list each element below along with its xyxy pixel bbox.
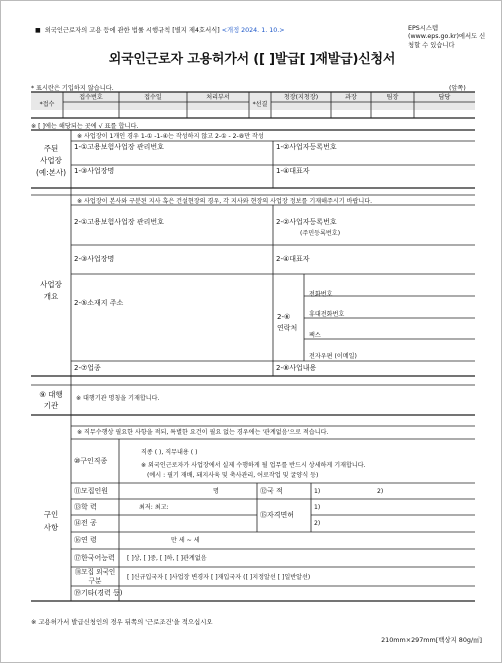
recruit-count-unit[interactable]: 명 [213,488,219,495]
nationality-label: ⑫국 적 [260,487,283,495]
receipt-dept-header: 처리부서 [206,94,230,101]
workplace-business-content[interactable]: 2-⑧사업내용 [276,364,317,372]
contact-fax[interactable]: 팩스 [309,332,321,339]
recruit-instruction: ※ 직무수행상 필요한 사항을 적되, 특별한 요건이 필요 없는 경우에는 '관계없음'으로 적습니다. [77,429,329,436]
workplace-label: 사업장 개요 [40,280,62,301]
job-note-1: ※ 외국인근로자가 사업장에서 실제 수행하게 될 업무를 반드시 상세하게 기재합니다. [141,462,366,469]
contact-mobile[interactable]: 휴대전화번호 [309,311,345,318]
age-label: ⑯연 령 [74,536,97,544]
form-title: 외국인근로자 고용허가서 ([ ]발급[ ]재발급)신청서 [108,52,396,67]
shaded-field-note: * 표시란은 기입하지 않습니다. [31,85,114,92]
paper-spec: 210mm×297mm[백상지 80g/㎡] [381,636,482,644]
approver-header-director: 과장 [345,94,357,101]
job-type-line[interactable]: 직종 ( ), 직무내용 ( ) [141,449,198,456]
age-value[interactable]: 만 세 ~ 세 [171,537,200,544]
main-site-representative[interactable]: 1-④대표자 [276,167,310,175]
license-2[interactable]: 2) [314,520,321,527]
approver-header-manager: 팀장 [386,94,399,101]
recruit-label: 구인 사항 [43,510,59,532]
main-site-name[interactable]: 1-③사업장명 [74,167,115,175]
checkbox-note: ※ [ ]에는 해당되는 곳에 √ 표를 합니다. [31,123,139,130]
contact-email[interactable]: 전자우편 (이메일) [309,353,357,360]
workplace-instruction: ※ 사업장이 본사와 구분된 지사 혹은 건설현장의 경우, 각 지사와 현장의 사업장 정보를 기재해주시기 바랍니다. [77,198,373,205]
agent-label: ⑨ 대행 기관 [39,390,63,410]
main-site-business-reg-no[interactable]: 1-②사업자등록번호 [276,143,337,151]
recruit-count-label: ⑪모집인원 [74,487,109,495]
nationality-1[interactable]: 1) [314,488,321,495]
major-label: ⑭전 공 [74,519,97,527]
korean-label: ⑰한국어능력 [74,554,115,562]
receipt-select-label: *선결 [252,101,268,108]
receipt-date-header: 접수일 [144,94,162,101]
education-label: ⑬학 력 [74,503,97,511]
eps-note: EPS시스템(www.eps.go.kr)에서도 신청할 수 있습니다 [408,25,486,49]
workplace-industry[interactable]: 2-⑦업종 [74,364,101,372]
law-reference: 외국인근로자의 고용 등에 관한 법률 시행규칙 [별지 제4호서식] [44,27,220,34]
foreigner-type-label: ⑱모집 외국인 구분 [74,568,116,585]
header-bullet: ■ [35,27,41,34]
receipt-label: *접수 [39,101,55,108]
etc-label: ⑲기타(경력 등) [74,589,123,597]
nationality-2[interactable]: 2) [377,488,384,495]
footer-note: ※ 고용허가서 발급신청인의 경우 뒤쪽의 '근로조건'을 적으십시오 [31,618,213,626]
workplace-business-reg-no[interactable]: 2-②사업자등록번호 [276,218,337,226]
job-type-label: ⑩구인직종 [74,457,108,465]
main-site-insurance-no[interactable]: 1-①고용보험사업장 관리번호 [74,143,164,151]
workplace-contact-label: 2-⑥ 연락처 [277,313,298,332]
workplace-resident-no: (주민등록번호) [300,230,341,237]
agent-instruction[interactable]: ※ 대행기관 명칭을 기재합니다. [76,395,160,402]
approver-header-chief: 청장(지청장) [283,94,319,101]
main-site-instruction: ※ 사업장이 1개인 경우 1-① -1-④는 작성하지 않고 2-① - 2-⑧만 작성 [77,133,264,140]
korean-options[interactable]: [ ]상, [ ]중, [ ]하, [ ]관계없음 [127,555,207,562]
license-1[interactable]: 1) [314,504,321,511]
education-value[interactable]: 최저: 최고: [139,504,169,511]
workplace-address[interactable]: 2-⑤소재지 주소 [74,299,124,307]
revision-date: <개정 2024. 1. 10.> [221,27,285,34]
job-note-2: (예시 : 필기 재배, 돼지사육 및 축사관리, 어로작업 및 굴양식 등) [147,472,319,479]
receipt-number-header: 접수번호 [79,94,103,101]
workplace-representative[interactable]: 2-④대표자 [276,255,310,263]
workplace-name[interactable]: 2-③사업장명 [74,255,115,263]
page-side-label: (앞쪽) [449,85,466,92]
license-label: ⑮자격면허 [260,511,295,519]
foreigner-type-options[interactable]: [ ]신규입국자 [ ]사업장 변경자 [ ]재입국자 ([ ]지정알선 [ ]일반알선) [127,574,311,581]
main-site-label: 주된 사업장 (예:본사) [35,144,67,177]
workplace-insurance-no[interactable]: 2-①고용보험사업장 관리번호 [74,218,164,226]
approver-header-staff: 담당 [438,94,451,101]
contact-phone[interactable]: 전화번호 [309,291,333,298]
